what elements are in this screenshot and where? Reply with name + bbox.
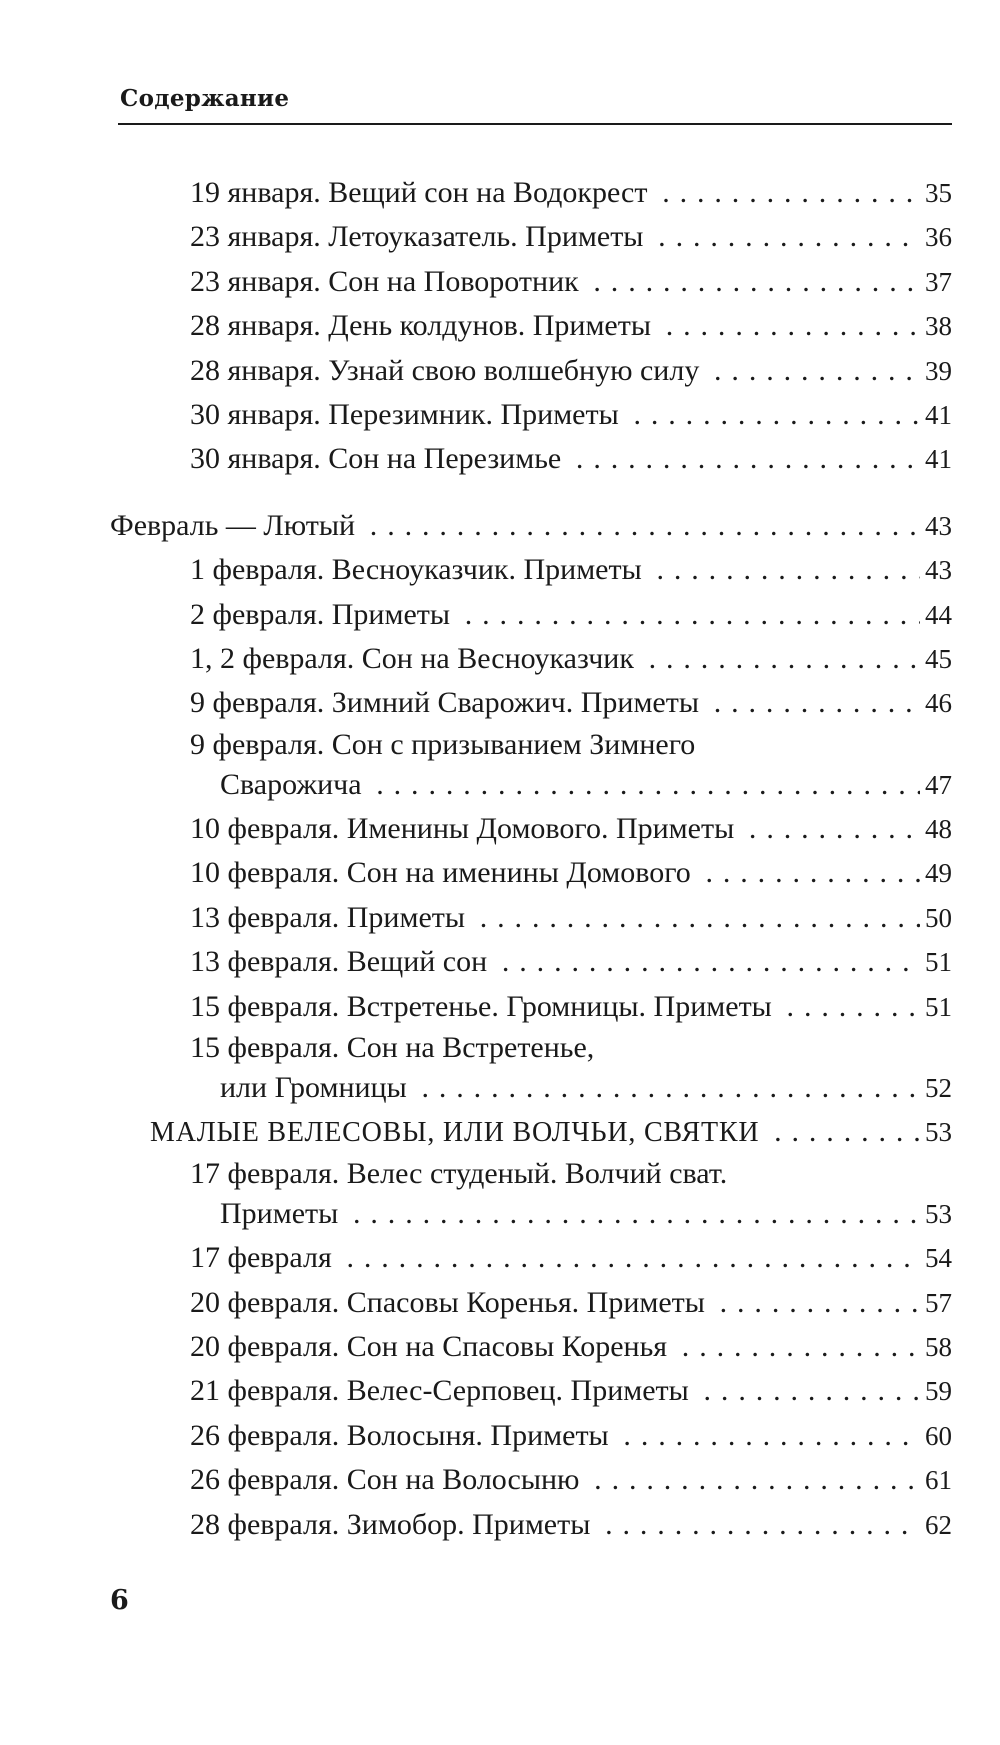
toc-entry-title: 26 февраля. Волосыня. Приметы [190, 1419, 615, 1452]
toc-entry-page-number: 54 [920, 1236, 952, 1280]
dot-leader [190, 681, 952, 725]
toc-entry-row [0, 940, 1000, 984]
dot-leader [190, 1369, 952, 1413]
toc-entry-page-number: 38 [920, 304, 952, 348]
toc-entry-page-number: 53 [920, 1110, 952, 1154]
toc-entry [0, 1325, 1000, 1369]
toc-entry-row [0, 637, 1000, 681]
toc-entry-row [0, 1236, 1000, 1280]
toc-entry-title: 1, 2 февраля. Сон на Весноуказчик [190, 642, 640, 675]
toc-entry-row [0, 393, 1000, 437]
toc-entry-page-number: 45 [920, 637, 952, 681]
dot-leader [190, 593, 952, 637]
toc-entry-row [0, 437, 1000, 481]
toc-entry-title-line1: 15 февраля. Сон на Встретенье, [190, 1031, 595, 1065]
dot-leader [190, 985, 952, 1029]
toc-entry [0, 393, 1000, 437]
toc-entry [0, 260, 1000, 304]
toc-entry [0, 304, 1000, 348]
page-number: 6 [110, 1585, 129, 1616]
toc-entry-title-line1: 17 февраля. Велес студеный. Волчий сват. [190, 1156, 728, 1190]
dot-leader [190, 1503, 952, 1547]
toc-entry [0, 215, 1000, 259]
toc-entry [0, 1236, 1000, 1280]
toc-entry-title: 10 февраля. Именины Домового. Приметы [190, 812, 740, 845]
toc-entry [0, 985, 1000, 1029]
table-of-contents [0, 171, 1000, 1547]
dot-leader [190, 1325, 952, 1369]
dot-leader [190, 1414, 952, 1458]
toc-entry-title: Приметы [220, 1197, 344, 1230]
dot-leader [110, 504, 952, 548]
toc-entry [0, 807, 1000, 851]
toc-entry-page-number: 43 [920, 548, 952, 592]
toc-entry [0, 1458, 1000, 1502]
toc-entry-title: 28 января. Узнай свою волшебную силу [190, 354, 705, 387]
toc-entry-row [0, 171, 1000, 215]
toc-entry-title: 20 февраля. Сон на Спасовы Коренья [190, 1330, 673, 1363]
toc-entry-title: МАЛЫЕ ВЕЛЕСОВЫ, ИЛИ ВОЛЧЬИ, СВЯТКИ [150, 1117, 765, 1148]
toc-entry-row [0, 807, 1000, 851]
section-spacer [0, 482, 1000, 504]
toc-entry-page-number: 51 [920, 940, 952, 984]
toc-entry [0, 1414, 1000, 1458]
toc-entry-title-line1: 9 февраля. Сон с призыванием Зимнего [190, 727, 696, 761]
toc-entry-row [0, 593, 1000, 637]
toc-entry-title: 28 февраля. Зимобор. Приметы [190, 1508, 596, 1541]
toc-entry-page-number: 53 [920, 1192, 952, 1236]
toc-entry-row [0, 215, 1000, 259]
toc-entry [0, 1029, 1000, 1110]
toc-entry-row [0, 985, 1000, 1029]
toc-entry [0, 896, 1000, 940]
toc-entry-page-number: 50 [920, 896, 952, 940]
dot-leader [190, 437, 952, 481]
toc-entry-title: 10 февраля. Сон на именины Домового [190, 856, 697, 889]
dot-leader [190, 940, 952, 984]
toc-entry-page-number: 51 [920, 985, 952, 1029]
dot-leader [190, 548, 952, 592]
toc-entry-row [0, 763, 1000, 807]
toc-entry-row [0, 349, 1000, 393]
dot-leader [190, 1458, 952, 1502]
toc-entry-page-number: 37 [920, 260, 952, 304]
running-header-title: Содержание [120, 85, 290, 112]
toc-entry-title: 17 февраля [190, 1241, 338, 1274]
toc-subsection-entry [0, 1110, 1000, 1154]
toc-entry-title: Февраль — Лютый [110, 509, 361, 542]
toc-entry-title: 20 февраля. Спасовы Коренья. Приметы [190, 1286, 711, 1319]
toc-entry-page-number: 44 [920, 593, 952, 637]
toc-entry [0, 940, 1000, 984]
toc-entry-title: 13 февраля. Вещий сон [190, 945, 493, 978]
toc-entry-page-number: 49 [920, 851, 952, 895]
toc-entry-title: 13 февраля. Приметы [190, 901, 471, 934]
dot-leader [190, 1236, 952, 1280]
dot-leader [190, 851, 952, 895]
toc-entry-title: 26 февраля. Сон на Волосыню [190, 1463, 585, 1496]
toc-entry [0, 1369, 1000, 1413]
toc-entry-title: 23 января. Летоуказатель. Приметы [190, 220, 649, 253]
toc-entry-page-number: 52 [920, 1066, 952, 1110]
toc-entry-page-number: 36 [920, 215, 952, 259]
toc-entry-title: или Громницы [220, 1071, 413, 1104]
toc-entry-row [0, 681, 1000, 725]
dot-leader [190, 171, 952, 215]
toc-entry-page-number: 59 [920, 1369, 952, 1413]
dot-leader [220, 763, 952, 807]
toc-entry-title: 1 февраля. Весноуказчик. Приметы [190, 553, 648, 586]
dot-leader [190, 896, 952, 940]
dot-leader [220, 1192, 952, 1236]
toc-entry [0, 548, 1000, 592]
toc-entry [0, 1503, 1000, 1547]
toc-entry [0, 1155, 1000, 1236]
toc-entry-title: 28 января. День колдунов. Приметы [190, 309, 657, 342]
toc-entry-page-number: 62 [920, 1503, 952, 1547]
toc-entry-row [0, 1192, 1000, 1236]
toc-entry-row [0, 1369, 1000, 1413]
toc-entry-row [0, 1325, 1000, 1369]
toc-entry-page-number: 48 [920, 807, 952, 851]
toc-entry-title: 9 февраля. Зимний Сварожич. Приметы [190, 686, 705, 719]
toc-entry-row [0, 1414, 1000, 1458]
toc-entry [0, 349, 1000, 393]
toc-entry-row [0, 896, 1000, 940]
toc-entry-page-number: 43 [920, 504, 952, 548]
toc-entry-title: 19 января. Вещий сон на Водокрест [190, 176, 654, 209]
toc-entry-title: 2 февраля. Приметы [190, 598, 456, 631]
header-rule [118, 123, 952, 125]
toc-entry [0, 726, 1000, 807]
toc-entry [0, 171, 1000, 215]
dot-leader [150, 1110, 952, 1154]
toc-entry-page-number: 41 [920, 437, 952, 481]
toc-entry-page-number: 57 [920, 1281, 952, 1325]
toc-entry-row [0, 1281, 1000, 1325]
dot-leader [190, 304, 952, 348]
toc-entry-row [0, 1066, 1000, 1110]
dot-leader [190, 1281, 952, 1325]
toc-entry-row [0, 851, 1000, 895]
toc-entry-row [0, 260, 1000, 304]
toc-entry [0, 1281, 1000, 1325]
toc-entry [0, 437, 1000, 481]
running-header [118, 84, 952, 125]
toc-entry-title: 15 февраля. Встретенье. Громницы. Приметы [190, 990, 778, 1023]
toc-entry [0, 637, 1000, 681]
toc-entry-page-number: 58 [920, 1325, 952, 1369]
toc-entry-page-number: 47 [920, 763, 952, 807]
dot-leader [190, 215, 952, 259]
toc-entry [0, 681, 1000, 725]
toc-entry-row [0, 1110, 1000, 1154]
toc-entry-page-number: 39 [920, 349, 952, 393]
dot-leader [190, 807, 952, 851]
dot-leader [220, 1066, 952, 1110]
toc-entry-row [0, 548, 1000, 592]
toc-entry-row [0, 1458, 1000, 1502]
toc-entry-title: 30 января. Сон на Перезимье [190, 442, 567, 475]
toc-entry-page-number: 35 [920, 171, 952, 215]
toc-entry-page-number: 46 [920, 681, 952, 725]
dot-leader [190, 349, 952, 393]
toc-entry [0, 851, 1000, 895]
toc-entry-title: 21 февраля. Велес-Серповец. Приметы [190, 1374, 695, 1407]
toc-entry-title: 30 января. Перезимник. Приметы [190, 398, 625, 431]
dot-leader [190, 393, 952, 437]
toc-entry-row [0, 504, 1000, 548]
toc-entry-title: Сварожича [220, 768, 368, 801]
toc-entry-page-number: 61 [920, 1458, 952, 1502]
toc-entry-row [0, 304, 1000, 348]
toc-section-entry [0, 504, 1000, 548]
toc-entry [0, 593, 1000, 637]
toc-entry-title: 23 января. Сон на Поворотник [190, 265, 585, 298]
toc-entry-page-number: 60 [920, 1414, 952, 1458]
toc-entry-page-number: 41 [920, 393, 952, 437]
dot-leader [190, 637, 952, 681]
dot-leader [190, 260, 952, 304]
toc-entry-row [0, 1503, 1000, 1547]
